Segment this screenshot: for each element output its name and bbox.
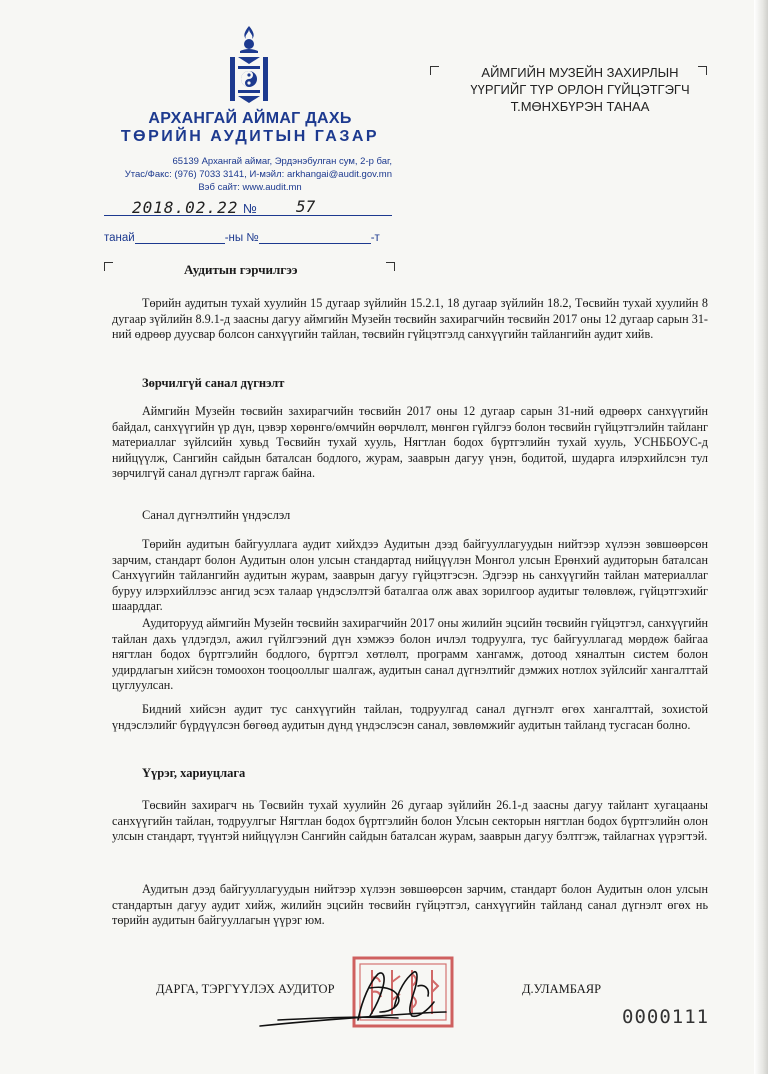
org-website: Вэб сайт: www.audit.mn [198,182,302,193]
signatory-name: Д.УЛАМБАЯР [522,982,602,996]
intro-paragraph: Төрийн аудитын тухай хуулийн 15 дугаар зүйлийн 15.2.1, 18 дугаар зүйлийн 18.2, Төсвийн тухай хуулийн 8 дугаар зүйлийн 8.9.1-д заасны дагуу аймгийн Музейн төсвийн захирагчийн төсвийн 2017 оны 12 дугаар сарын 31-ний өдрөөр дуусвар болсон санхүүгийн тайлан, төсвийн гүйцэтгэлд санхүүгийн тайлангийн аудит хийв. [112,296,708,342]
org-name-line2: ТӨРИЙН АУДИТЫН ГАЗАР [120,128,380,145]
opinion-paragraph: Аймгийн Музейн төсвийн захирагчийн төсвийн 2017 оны 12 дугаар сарын 31-ний өдрөөрх санхүүгийн байдал, санхүүгийн үр дүн, цэвэр хөрөнгө/өмчийн өөрчлөлт, мөнгөн гүйлгээ болон төсвийн гүйцэтгэлийн тайланг материаллаг зүйлсийн хувьд Төсвийн тухай хууль, Нягтлан бодох бүртгэлийн тухай хууль, УСНББОУС-д нийцүүлж, Сангийн сайдын баталсан бодлого, журам, зааврын дагуу үнэн, бодитой, шударга илэрхийлсэн тул зөрчилгүй санал дүгнэлт гаргаж байна. [112,404,708,481]
addressee-line3: Т.МӨНХБҮРЭН ТАНАА [510,99,650,114]
duty-paragraph-1: Төсвийн захирагч нь Төсвийн тухай хуулийн 26 дугаар зүйлийн 26.1-д заасны дагуу тайлант хугацааны санхүүгийн тайлан, тодруулгыг Нягтлан бодох бүртгэлийн болон Улсын секторын нягтлан бодох бүртгэлийн олон улсын стандарт, түүнтэй нийцүүлэн Сангийн сайдын баталсан журам, зааврын дагуу бэлтгэж, тайлагнах үүрэгтэй. [112,798,708,844]
org-phone-email: Утас/Факс: (976) 7033 3141, И-мэйл: arkhangai@audit.gov.mn [124,169,392,180]
letter-subject: Аудитын гэрчилгээ [184,262,298,277]
basis-paragraph-2: Аудиторууд аймгийн Музейн төсвийн захирагчийн 2017 оны жилийн эцсийн төсвийн гүйцэтгэл, санхүүгийн тайлан дахь үлдэгдэл, ажил гүйлгээний дүн хэмжээ болон ичлэл тодруулга, тус байгууллагад мөрдөж байгаа нягтлан бодох бүртгэлийн бодлого, бүртгэл хөтлөлт, программ хангамж, дотоод хяналтын систем болон удирдлагын хийсэн томоохон тооцооллыг шалгаж, аудитын санал дүгнэлтийг дэмжих нотлох зүйлсийг хангалттай цуглуулсан. [112,616,708,693]
serial-number: 0000111 [622,1006,710,1028]
letter-date: 2018.02.22 [132,198,239,217]
subject-bracket-left [104,262,113,271]
subject-bracket-right [386,262,395,271]
duty-paragraph-2: Аудитын дээд байгууллагуудын нийтээр хүлээн зөвшөөрсөн зарчим, стандарт болон Аудитын олон улсын стандартын дагуу аудит хийж, жилийн эцсийн төсвийн гүйцэтгэл, санхүүгийн тайланд санал дүгнэлт өгөх нь төрийн аудитын байгууллагын үүрэг юм. [112,882,708,928]
addressee-bracket-left [430,66,439,75]
opinion-heading: Зөрчилгүй санал дүгнэлт [142,376,285,390]
letter-number: 57 [296,197,316,216]
ny-label: -ны № [224,232,259,244]
org-name-line1: АРХАНГАЙ АЙМАГ ДАХЬ [148,110,352,127]
tanai-label: танай [104,232,135,244]
page-edge-shadow [754,0,768,1074]
signatory-title: ДАРГА, ТЭРГҮҮЛЭХ АУДИТОР [156,982,335,996]
addressee-line1: АЙМГИЙН МУЗЕЙН ЗАХИРЛЫН [481,65,679,80]
basis-paragraph-1: Төрийн аудитын байгууллага аудит хийхдээ Аудитын дээд байгууллагуудын нийтээр хүлээн зөвшөөрсөн зарчим, стандарт болон Аудитын олон улсын стандартад нийцүүлэн Монгол улсын Ерөнхий аудиторын баталсан Санхүүгийн тайлангийн аудитын журам, зааврын дагуу гүйцэтгэсэн. Эдгээр нь санхүүгийн тайлан материаллаг буруу илэрхийллээс ангид эсэх талаар үндэслэлтэй баталгаа олж авах зорилгоор аудитыг төлөвлөж, гүйцэтгэхийг шаарддаг. [112,537,708,614]
t-label: -т [370,232,380,244]
basis-heading: Санал дүгнэлтийн үндэслэл [142,508,291,522]
addressee-line2: ҮҮРГИЙГ ТҮР ОРЛОН ГҮЙЦЭТГЭГЧ [470,82,690,97]
org-address: 65139 Архангай аймаг, Эрдэнэбулган сум, 2-р баг, [172,156,392,167]
letter-number-label: № [243,201,257,216]
ny-blank [259,232,371,244]
reference-underline [104,214,392,216]
basis-paragraph-3: Бидний хийсэн аудит тус санхүүгийн тайлан, тодруулгад санал дүгнэлт өгөх хангалттай, зохистой үндэслэлийг бүрдүүлсэн бөгөөд аудитын дүнд үндэслэсэн санал, зөвлөмжийг аудитын тайланд тусгасан болно. [112,702,708,732]
reply-reference-line [104,232,380,244]
duty-heading: Үүрэг, хариуцлага [142,766,246,780]
tanai-blank [135,232,225,244]
soyombo-emblem-icon [222,24,276,110]
